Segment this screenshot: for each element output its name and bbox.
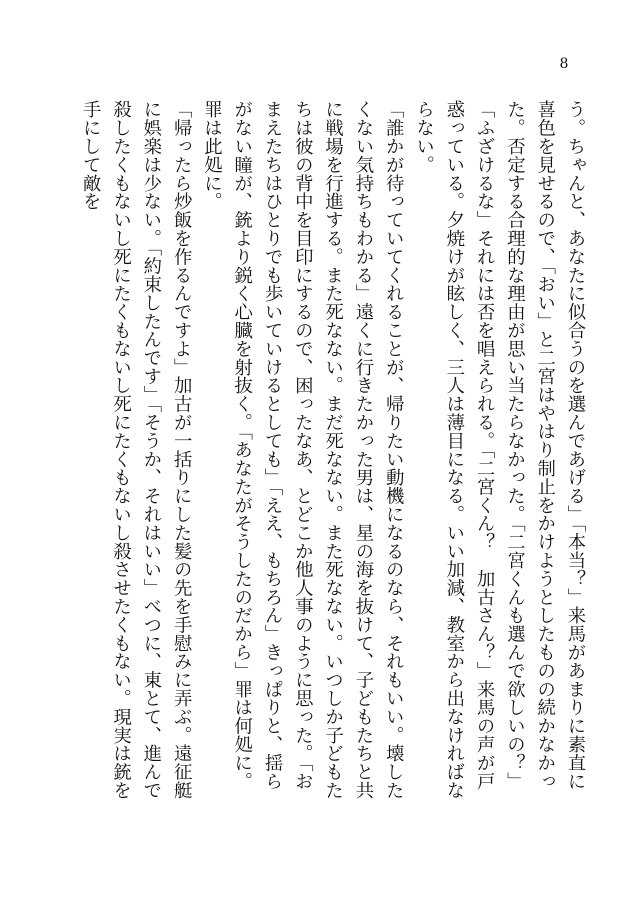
paragraph-3: 「帰ったら炒飯を作るんですよ」加古が一括りにした髪の先を手慰みに弄ぶ。遠征艇に娯楽は少ない。「約束したんです」「そうか、それはいい」べつに、東とて、進んで殺したくもないし死にたくもないし死にたくもないし殺させたくもない。現実は銃を手にして敵を [80, 100, 193, 800]
body-text [50, 100, 590, 800]
paragraph-1: う。ちゃんと、あなたに似合うのを選んであげる」「本当？」来馬があまりに素直に喜色を見せるので、「おい」と二宮はやはり制止をかけようとしたものの続かなかった。否定する合理的な理由が思い当たらなかった。「二宮くんも選んで欲しいの？」「ふざけるな」それには否を唱えられる。「二宮くん？ 加古さん？」来馬の声が戸惑っている。夕焼けが眩しく、三人は薄目になる。いい加減、教室から出なければならない。 [413, 100, 586, 800]
paragraph-2: 「誰かが待っていてくれることが、帰りたい動機になるのなら、それもいい。壊したくない気持ちもわかる」遠くに行きたかった男は、星の海を抜けて、子どもたちと共に戦場を行進する。また死なない。まだ死なない。また死なない。いつしか子どもたちは彼の背中を目印にするので、困ったなあ、とどこか他人事のように思った。「おまえたちはひとりでも歩いていけるとしても」「ええ、もちろん」きっぱりと、揺らがない瞳が、銃より鋭く心臓を射抜く。「あなたがそうしたのだから」罪は何処に。罪は此処に。 [201, 100, 405, 800]
page-number: 8 [559, 56, 569, 72]
